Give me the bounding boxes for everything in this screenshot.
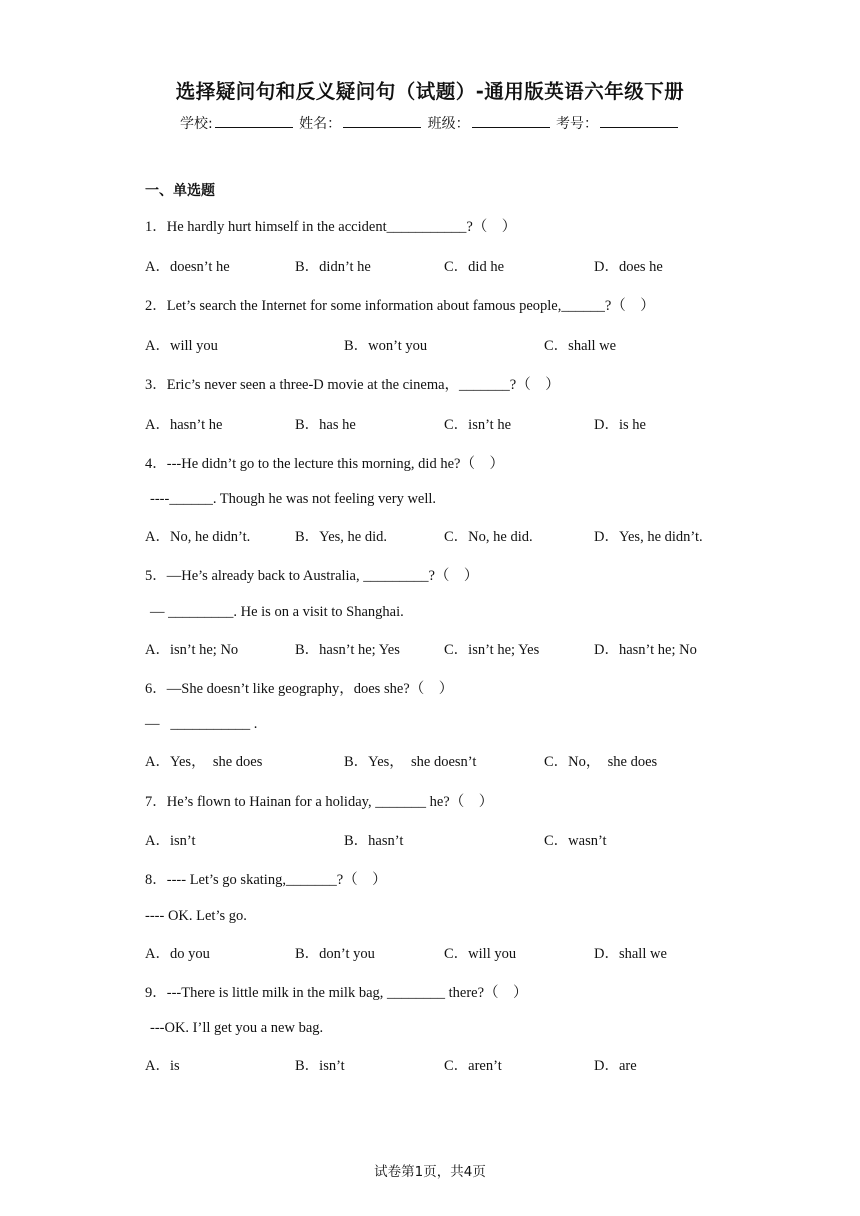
option-b[interactable]: B．didn’t he — [295, 259, 371, 275]
dialogue-line: ---- OK. Let’s go. — [145, 908, 247, 924]
question-stem: 4．---He didn’t go to the lecture this morning, did he?（ ） — [145, 456, 504, 472]
option-c[interactable]: C．will you — [444, 946, 517, 962]
option-b[interactable]: B．hasn’t he; Yes — [295, 642, 400, 658]
section-heading: 一、单选题 — [145, 183, 215, 199]
question-options — [145, 638, 845, 658]
option-a[interactable]: A．do you — [145, 946, 210, 962]
option-a[interactable]: A．isn’t he; No — [145, 642, 239, 658]
class-blank — [472, 114, 550, 128]
question-stem: 9．---There is little milk in the milk bag, ________ there?（ ） — [145, 985, 528, 1001]
question-options — [145, 750, 845, 770]
question-options — [145, 525, 845, 545]
option-c[interactable]: C．isn’t he; Yes — [444, 642, 540, 658]
school-blank — [215, 114, 293, 128]
question-stem: 5．—He’s already back to Australia, _________?（ ） — [145, 568, 479, 584]
option-d[interactable]: D．shall we — [594, 946, 667, 962]
question-options — [145, 942, 845, 962]
option-b[interactable]: B．isn’t — [295, 1058, 345, 1074]
question-stem: 1．He hardly hurt himself in the accident___________?（ ） — [145, 219, 517, 235]
option-c[interactable]: C．wasn’t — [544, 833, 607, 849]
option-a[interactable]: A．will you — [145, 338, 218, 354]
option-a[interactable]: A．doesn’t he — [145, 259, 230, 275]
option-c[interactable]: C．aren’t — [444, 1058, 502, 1074]
dialogue-line: ----______. Though he was not feeling very well. — [150, 491, 437, 507]
dialogue-line: — _________. He is on a visit to Shanghai. — [150, 604, 404, 620]
document-title: 选择疑问句和反义疑问句（试题）-通用版英语六年级下册 — [175, 80, 685, 103]
school-label: 学校: — [179, 116, 213, 132]
option-c[interactable]: C．No， she does — [544, 754, 658, 770]
question-options — [145, 829, 845, 849]
option-b[interactable]: B．Yes， she doesn’t — [344, 754, 477, 770]
class-label: 班级： — [427, 116, 470, 132]
option-d[interactable]: D．Yes, he didn’t. — [594, 529, 703, 545]
option-a[interactable]: A．hasn’t he — [145, 417, 223, 433]
option-c[interactable]: C．shall we — [544, 338, 617, 354]
dialogue-line: ---OK. I’ll get you a new bag. — [150, 1020, 324, 1036]
name-blank — [343, 114, 421, 128]
question-options — [145, 413, 845, 433]
option-d[interactable]: D．does he — [594, 259, 663, 275]
option-a[interactable]: A．is — [145, 1058, 180, 1074]
option-c[interactable]: C．No, he did. — [444, 529, 533, 545]
student-info-line — [0, 113, 860, 133]
page-footer: 试卷第1页，共4页 — [374, 1164, 486, 1180]
question-options — [145, 334, 845, 354]
dialogue-line: — ___________ . — [145, 716, 258, 732]
number-blank — [600, 114, 678, 128]
question-stem: 3．Eric’s never seen a three-D movie at the cinema，_______?（ ） — [145, 377, 560, 393]
option-b[interactable]: B．hasn’t — [344, 833, 404, 849]
option-a[interactable]: A．isn’t — [145, 833, 196, 849]
option-b[interactable]: B．Yes, he did. — [295, 529, 387, 545]
question-options — [145, 1054, 845, 1074]
option-b[interactable]: B．has he — [295, 417, 356, 433]
question-options — [145, 255, 845, 275]
question-stem: 7．He’s flown to Hainan for a holiday, _______ he?（ ） — [145, 794, 494, 810]
question-stem: 6．—She doesn’t like geography，does she?（ ） — [145, 681, 454, 697]
option-c[interactable]: C．isn’t he — [444, 417, 511, 433]
option-d[interactable]: D．hasn’t he; No — [594, 642, 697, 658]
option-a[interactable]: A．Yes， she does — [145, 754, 263, 770]
name-label: 姓名： — [299, 116, 342, 132]
option-b[interactable]: B．won’t you — [344, 338, 428, 354]
option-b[interactable]: B．don’t you — [295, 946, 375, 962]
option-c[interactable]: C．did he — [444, 259, 505, 275]
question-stem: 2．Let’s search the Internet for some information about famous people,______?（ ） — [145, 298, 655, 314]
option-a[interactable]: A．No, he didn’t. — [145, 529, 251, 545]
option-d[interactable]: D．are — [594, 1058, 637, 1074]
number-label: 考号： — [556, 116, 599, 132]
option-d[interactable]: D．is he — [594, 417, 646, 433]
question-stem: 8．---- Let’s go skating,_______?（ ） — [145, 872, 387, 888]
